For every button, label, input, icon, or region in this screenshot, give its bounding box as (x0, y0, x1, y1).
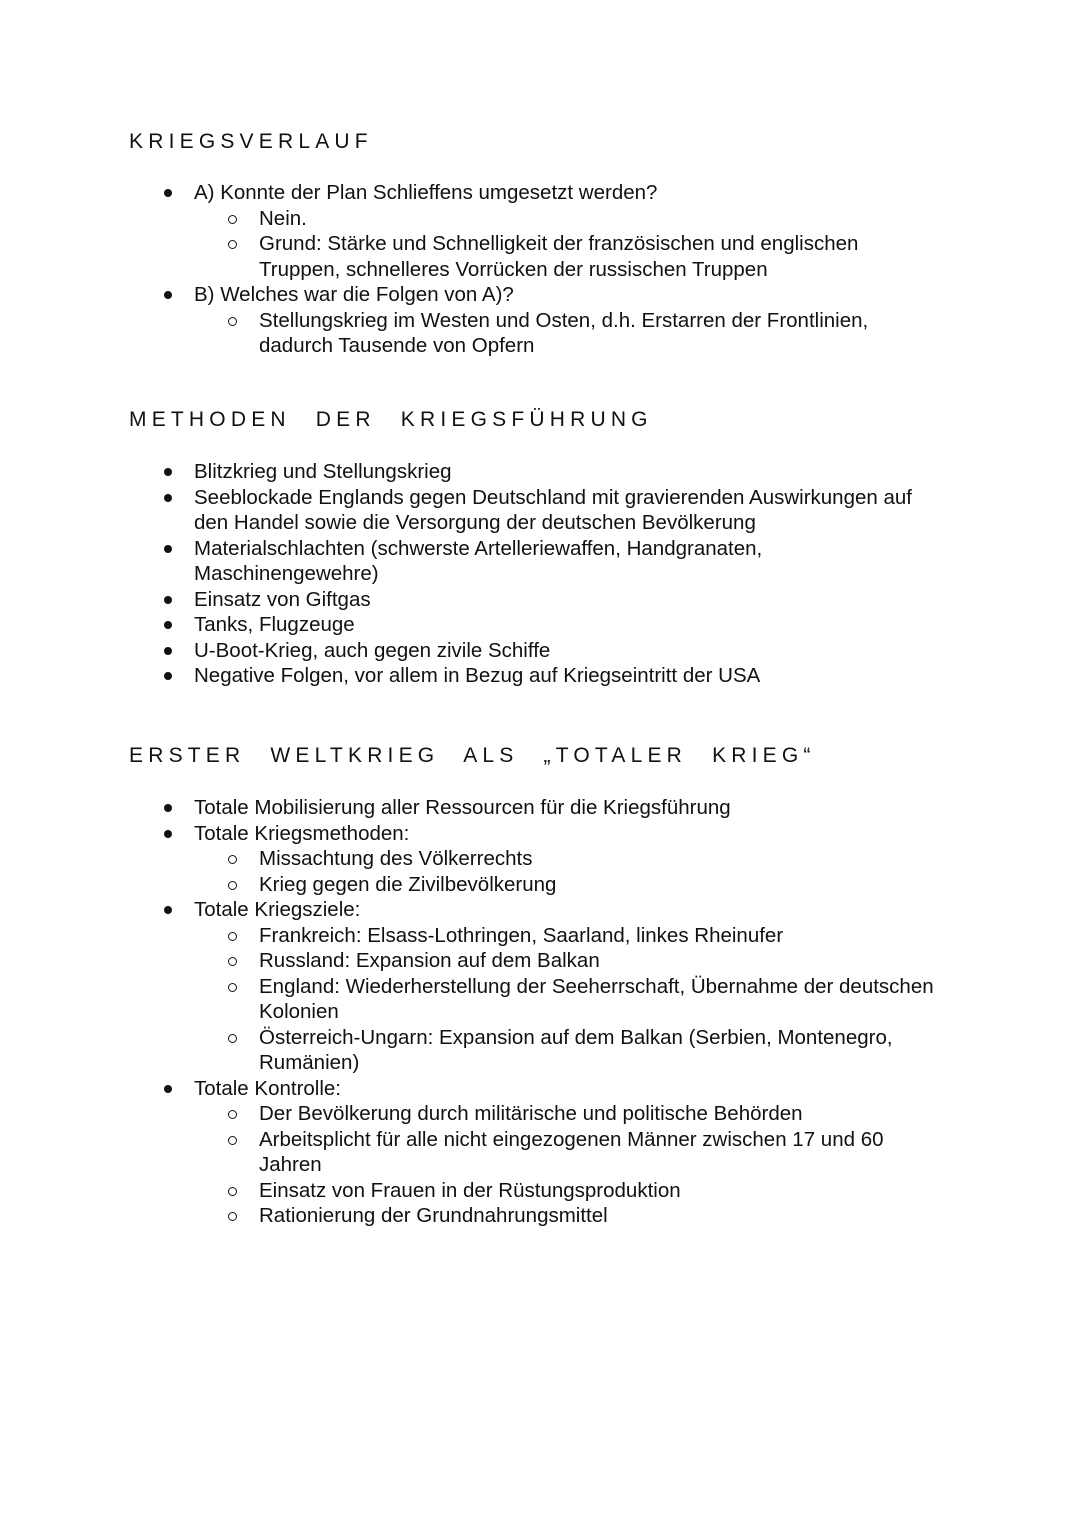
sub-list (194, 1101, 934, 1229)
bullet-list (0, 180, 1080, 359)
list-item (0, 180, 934, 282)
bullet-icon (164, 189, 172, 197)
list-item (0, 795, 934, 821)
sub-list (194, 308, 934, 359)
circle-bullet-icon (228, 1034, 237, 1043)
list-item (0, 897, 934, 1076)
circle-bullet-icon (228, 855, 237, 864)
list-item (0, 536, 934, 587)
circle-bullet-icon (228, 957, 237, 966)
sub-list-item (194, 1101, 939, 1127)
sub-list-item (194, 974, 939, 1025)
bullet-icon (164, 545, 172, 553)
sub-list-item (194, 231, 939, 282)
list-item-text: U-Boot-Krieg, auch gegen zivile Schiffe (194, 638, 551, 662)
list-item (0, 663, 934, 689)
list-item-text: Totale Kontrolle: (194, 1076, 342, 1100)
list-item (0, 612, 934, 638)
list-item (0, 1076, 934, 1229)
list-item (0, 282, 934, 359)
sub-list-item-text: Krieg gegen die Zivilbevölkerung (259, 872, 557, 896)
sub-list-item (194, 923, 939, 949)
bullet-icon (164, 647, 172, 655)
circle-bullet-icon (228, 240, 237, 249)
section-heading: ERSTER WELTKRIEG ALS „TOTALER KRIEG“ (129, 744, 816, 767)
circle-bullet-icon (228, 881, 237, 890)
bullet-icon (164, 830, 172, 838)
sub-list-item-text: Der Bevölkerung durch militärische und politische Behörden (259, 1102, 803, 1125)
circle-bullet-icon (228, 1212, 237, 1221)
sub-list-item-text: England: Wiederherstellung der Seeherrschaft, Übernahme der deutschen Kolonien (259, 974, 934, 1023)
sub-list (194, 923, 934, 1076)
section-heading: METHODEN DER KRIEGSFÜHRUNG (129, 408, 653, 431)
bullet-icon (164, 804, 172, 812)
list-item (0, 587, 934, 613)
bullet-icon (164, 596, 172, 604)
circle-bullet-icon (228, 1110, 237, 1119)
sub-list-item (194, 872, 939, 898)
list-item-text: Blitzkrieg und Stellungskrieg (194, 460, 452, 483)
sub-list-item-text: Einsatz von Frauen in der Rüstungsproduktion (259, 1178, 681, 1202)
list-item (0, 821, 934, 898)
list-item-text: Totale Mobilisierung aller Ressourcen für die Kriegsführung (194, 796, 731, 819)
sub-list-item (194, 308, 939, 359)
sub-list-item-text: Frankreich: Elsass-Lothringen, Saarland, linkes Rheinufer (259, 923, 784, 947)
list-item-text: Seeblockade Englands gegen Deutschland mit gravierenden Auswirkungen auf den Handel sowie die Versorgung der deutschen Bevölkerung (194, 485, 912, 534)
sub-list-item-text: Österreich-Ungarn: Expansion auf dem Balkan (Serbien, Montenegro, Rumänien) (259, 1025, 893, 1074)
bullet-icon (164, 1085, 172, 1093)
list-item-text: Tanks, Flugzeuge (194, 613, 355, 636)
sub-list-item-text: Stellungskrieg im Westen und Osten, d.h. Erstarren der Frontlinien, dadurch Tausende von Opfern (259, 308, 869, 357)
circle-bullet-icon (228, 215, 237, 224)
list-item-text: Einsatz von Giftgas (194, 587, 371, 611)
circle-bullet-icon (228, 983, 237, 992)
list-item-text: Negative Folgen, vor allem in Bezug auf Kriegseintritt der USA (194, 664, 761, 687)
bullet-list (0, 795, 1080, 1229)
sub-list-item-text: Missachtung des Völkerrechts (259, 847, 533, 870)
sub-list (194, 206, 934, 283)
sub-list (194, 846, 934, 897)
bullet-icon (164, 468, 172, 476)
bullet-icon (164, 494, 172, 502)
circle-bullet-icon (228, 1187, 237, 1196)
sub-list-item (194, 1203, 939, 1229)
sub-list-item (194, 948, 939, 974)
sub-list-item-text: Rationierung der Grundnahrungsmittel (259, 1204, 608, 1227)
list-item-text: Materialschlachten (schwerste Artelleriewaffen, Handgranaten, Maschinengewehre) (194, 536, 763, 585)
sub-list-item (194, 206, 939, 232)
circle-bullet-icon (228, 932, 237, 941)
list-item (0, 638, 934, 664)
circle-bullet-icon (228, 1136, 237, 1145)
circle-bullet-icon (228, 317, 237, 326)
sub-list-item-text: Grund: Stärke und Schnelligkeit der französischen und englischen Truppen, schnelleres Vorrücken der russischen Truppen (259, 232, 859, 281)
bullet-icon (164, 621, 172, 629)
list-item-text: Totale Kriegsziele: (194, 898, 361, 921)
list-item-text: A) Konnte der Plan Schlieffens umgesetzt werden? (194, 181, 658, 204)
bullet-icon (164, 906, 172, 914)
list-item (0, 485, 934, 536)
sub-list-item (194, 1127, 939, 1178)
bullet-icon (164, 291, 172, 299)
list-item-text: B) Welches war die Folgen von A)? (194, 283, 514, 306)
sub-list-item-text: Russland: Expansion auf dem Balkan (259, 949, 600, 972)
bullet-list (0, 459, 1080, 689)
sub-list-item-text: Arbeitsplicht für alle nicht eingezogenen Männer zwischen 17 und 60 Jahren (259, 1127, 884, 1176)
sub-list-item (194, 1025, 939, 1076)
sub-list-item (194, 1178, 939, 1204)
bullet-icon (164, 672, 172, 680)
sub-list-item (194, 846, 939, 872)
list-item (0, 459, 934, 485)
section-heading: KRIEGSVERLAUF (129, 130, 373, 153)
sub-list-item-text: Nein. (259, 206, 307, 230)
list-item-text: Totale Kriegsmethoden: (194, 821, 410, 845)
